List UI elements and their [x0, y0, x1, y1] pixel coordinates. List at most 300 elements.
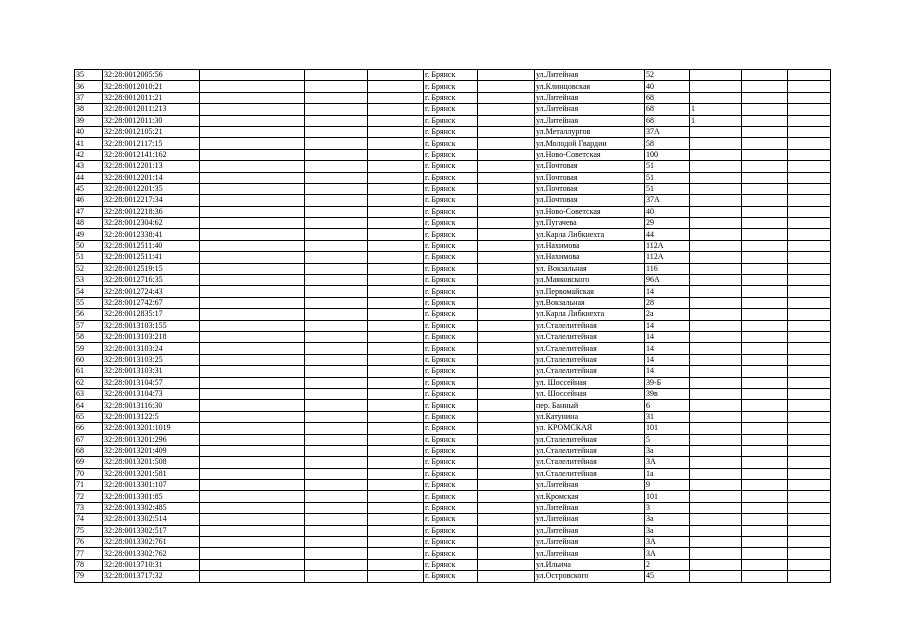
empty-cell — [478, 149, 535, 160]
flag-cell — [690, 218, 742, 229]
empty-cell — [305, 263, 368, 274]
empty-cell — [305, 366, 368, 377]
empty-cell — [368, 388, 424, 399]
empty-cell — [478, 115, 535, 126]
empty-cell — [788, 400, 831, 411]
row-number-cell: 49 — [75, 229, 103, 240]
empty-cell — [742, 559, 788, 570]
row-number-cell: 73 — [75, 502, 103, 513]
row-number-cell: 67 — [75, 434, 103, 445]
empty-cell — [200, 229, 305, 240]
cadastral-number-cell: 32:28:0013302:517 — [103, 525, 200, 536]
empty-cell — [200, 149, 305, 160]
city-cell: г. Брянск — [424, 571, 478, 582]
empty-cell — [478, 309, 535, 320]
empty-cell — [368, 126, 424, 137]
flag-cell — [690, 366, 742, 377]
empty-cell — [478, 366, 535, 377]
row-number-cell: 62 — [75, 377, 103, 388]
empty-cell — [478, 286, 535, 297]
empty-cell — [742, 240, 788, 251]
house-number-cell: 28 — [645, 297, 690, 308]
street-cell: ул.Литейная — [535, 70, 645, 81]
cadastral-number-cell: 32:28:0012519:15 — [103, 263, 200, 274]
street-cell: пер. Банный — [535, 400, 645, 411]
empty-cell — [742, 400, 788, 411]
table-row — [75, 252, 831, 263]
street-cell: ул.Литейная — [535, 115, 645, 126]
city-cell: г. Брянск — [424, 206, 478, 217]
empty-cell — [742, 195, 788, 206]
house-number-cell: 40 — [645, 81, 690, 92]
house-number-cell: 96А — [645, 275, 690, 286]
flag-cell — [690, 206, 742, 217]
empty-cell — [200, 70, 305, 81]
empty-cell — [742, 354, 788, 365]
empty-cell — [305, 183, 368, 194]
flag-cell — [690, 377, 742, 388]
empty-cell — [200, 445, 305, 456]
table-body — [75, 70, 831, 583]
house-number-cell: 68 — [645, 92, 690, 103]
empty-cell — [478, 445, 535, 456]
row-number-cell: 60 — [75, 354, 103, 365]
cadastral-number-cell: 32:28:0012105:21 — [103, 126, 200, 137]
empty-cell — [742, 434, 788, 445]
empty-cell — [788, 491, 831, 502]
empty-cell — [742, 92, 788, 103]
flag-cell — [690, 81, 742, 92]
flag-cell — [690, 92, 742, 103]
empty-cell — [788, 423, 831, 434]
row-number-cell: 47 — [75, 206, 103, 217]
empty-cell — [305, 445, 368, 456]
empty-cell — [742, 70, 788, 81]
house-number-cell: 52 — [645, 70, 690, 81]
street-cell: ул.Островского — [535, 571, 645, 582]
house-number-cell: 14 — [645, 354, 690, 365]
empty-cell — [200, 331, 305, 342]
empty-cell — [788, 388, 831, 399]
empty-cell — [742, 263, 788, 274]
empty-cell — [788, 161, 831, 172]
row-number-cell: 59 — [75, 343, 103, 354]
empty-cell — [200, 571, 305, 582]
empty-cell — [788, 343, 831, 354]
empty-cell — [368, 457, 424, 468]
cadastral-number-cell: 32:28:0012005:56 — [103, 70, 200, 81]
empty-cell — [200, 92, 305, 103]
street-cell: ул.Молодой Гвардии — [535, 138, 645, 149]
empty-cell — [305, 218, 368, 229]
empty-cell — [742, 388, 788, 399]
empty-cell — [788, 502, 831, 513]
cadastral-number-cell: 32:28:0012201:13 — [103, 161, 200, 172]
row-number-cell: 54 — [75, 286, 103, 297]
row-number-cell: 70 — [75, 468, 103, 479]
city-cell: г. Брянск — [424, 366, 478, 377]
flag-cell — [690, 525, 742, 536]
house-number-cell: 2 — [645, 559, 690, 570]
street-cell: ул.Литейная — [535, 502, 645, 513]
street-cell: ул.Литейная — [535, 514, 645, 525]
empty-cell — [200, 297, 305, 308]
empty-cell — [742, 480, 788, 491]
flag-cell — [690, 480, 742, 491]
empty-cell — [200, 548, 305, 559]
house-number-cell: 31 — [645, 411, 690, 422]
cadastral-number-cell: 32:28:0012724:43 — [103, 286, 200, 297]
empty-cell — [368, 115, 424, 126]
empty-cell — [200, 195, 305, 206]
house-number-cell: 51 — [645, 161, 690, 172]
house-number-cell: 3а — [645, 525, 690, 536]
table-row — [75, 457, 831, 468]
empty-cell — [305, 195, 368, 206]
empty-cell — [478, 104, 535, 115]
empty-cell — [742, 297, 788, 308]
house-number-cell: 112А — [645, 240, 690, 251]
table-row — [75, 400, 831, 411]
table-row — [75, 320, 831, 331]
empty-cell — [305, 525, 368, 536]
flag-cell — [690, 263, 742, 274]
empty-cell — [742, 286, 788, 297]
empty-cell — [368, 525, 424, 536]
house-number-cell: 3 — [645, 502, 690, 513]
row-number-cell: 56 — [75, 309, 103, 320]
empty-cell — [788, 252, 831, 263]
street-cell: ул.Карла Либкнехта — [535, 229, 645, 240]
empty-cell — [368, 400, 424, 411]
flag-cell — [690, 172, 742, 183]
street-cell: ул.Сталелитейная — [535, 445, 645, 456]
flag-cell — [690, 548, 742, 559]
cadastral-number-cell: 32:28:0012141:162 — [103, 149, 200, 160]
city-cell: г. Брянск — [424, 126, 478, 137]
cadastral-number-cell: 32:28:0012511:41 — [103, 252, 200, 263]
cadastral-number-cell: 32:28:0013103:25 — [103, 354, 200, 365]
empty-cell — [368, 206, 424, 217]
table-row — [75, 240, 831, 251]
flag-cell — [690, 491, 742, 502]
empty-cell — [478, 275, 535, 286]
row-number-cell: 75 — [75, 525, 103, 536]
empty-cell — [788, 206, 831, 217]
house-number-cell: 14 — [645, 320, 690, 331]
row-number-cell: 55 — [75, 297, 103, 308]
empty-cell — [368, 149, 424, 160]
empty-cell — [478, 559, 535, 570]
empty-cell — [305, 457, 368, 468]
table-row — [75, 559, 831, 570]
empty-cell — [368, 468, 424, 479]
empty-cell — [742, 104, 788, 115]
cadastral-number-cell: 32:28:0012011:21 — [103, 92, 200, 103]
empty-cell — [478, 331, 535, 342]
flag-cell — [690, 331, 742, 342]
cadastral-number-cell: 32:28:0013302:514 — [103, 514, 200, 525]
street-cell: ул.Клинцовская — [535, 81, 645, 92]
empty-cell — [788, 411, 831, 422]
empty-cell — [305, 115, 368, 126]
cadastral-number-cell: 32:28:0012217:34 — [103, 195, 200, 206]
city-cell: г. Брянск — [424, 548, 478, 559]
empty-cell — [368, 354, 424, 365]
table-row — [75, 218, 831, 229]
cadastral-number-cell: 32:28:0012201:14 — [103, 172, 200, 183]
city-cell: г. Брянск — [424, 468, 478, 479]
table-row — [75, 571, 831, 582]
empty-cell — [478, 343, 535, 354]
empty-cell — [305, 411, 368, 422]
cadastral-number-cell: 32:28:0013302:761 — [103, 537, 200, 548]
city-cell: г. Брянск — [424, 263, 478, 274]
table-row — [75, 297, 831, 308]
table-row — [75, 81, 831, 92]
flag-cell — [690, 388, 742, 399]
registry-table — [74, 69, 831, 583]
empty-cell — [478, 388, 535, 399]
empty-cell — [305, 480, 368, 491]
empty-cell — [368, 537, 424, 548]
empty-cell — [368, 320, 424, 331]
flag-cell — [690, 559, 742, 570]
flag-cell: 1 — [690, 104, 742, 115]
empty-cell — [368, 411, 424, 422]
street-cell: ул.Ново-Советская — [535, 149, 645, 160]
row-number-cell: 46 — [75, 195, 103, 206]
empty-cell — [742, 126, 788, 137]
table-row — [75, 183, 831, 194]
empty-cell — [788, 537, 831, 548]
house-number-cell: 39-Б — [645, 377, 690, 388]
street-cell: ул.Литейная — [535, 525, 645, 536]
empty-cell — [788, 92, 831, 103]
empty-cell — [742, 537, 788, 548]
house-number-cell: 51 — [645, 172, 690, 183]
empty-cell — [200, 206, 305, 217]
table-row — [75, 491, 831, 502]
flag-cell — [690, 343, 742, 354]
empty-cell — [788, 115, 831, 126]
row-number-cell: 77 — [75, 548, 103, 559]
row-number-cell: 71 — [75, 480, 103, 491]
street-cell: ул.Катунина — [535, 411, 645, 422]
empty-cell — [742, 275, 788, 286]
empty-cell — [788, 480, 831, 491]
city-cell: г. Брянск — [424, 195, 478, 206]
empty-cell — [742, 548, 788, 559]
city-cell: г. Брянск — [424, 172, 478, 183]
city-cell: г. Брянск — [424, 320, 478, 331]
empty-cell — [368, 514, 424, 525]
city-cell: г. Брянск — [424, 138, 478, 149]
row-number-cell: 40 — [75, 126, 103, 137]
street-cell: ул.Первомайская — [535, 286, 645, 297]
cadastral-number-cell: 32:28:0013122:5 — [103, 411, 200, 422]
empty-cell — [742, 115, 788, 126]
empty-cell — [368, 252, 424, 263]
house-number-cell: 68 — [645, 115, 690, 126]
empty-cell — [788, 172, 831, 183]
empty-cell — [200, 457, 305, 468]
cadastral-number-cell: 32:28:0013116:30 — [103, 400, 200, 411]
row-number-cell: 45 — [75, 183, 103, 194]
empty-cell — [742, 571, 788, 582]
city-cell: г. Брянск — [424, 423, 478, 434]
row-number-cell: 42 — [75, 149, 103, 160]
street-cell: ул.Литейная — [535, 480, 645, 491]
empty-cell — [742, 491, 788, 502]
table-row — [75, 70, 831, 81]
empty-cell — [305, 161, 368, 172]
flag-cell — [690, 457, 742, 468]
empty-cell — [788, 354, 831, 365]
table-row — [75, 161, 831, 172]
table-row — [75, 434, 831, 445]
flag-cell — [690, 149, 742, 160]
empty-cell — [788, 377, 831, 388]
empty-cell — [742, 445, 788, 456]
empty-cell — [742, 377, 788, 388]
empty-cell — [200, 172, 305, 183]
row-number-cell: 53 — [75, 275, 103, 286]
street-cell: ул.Литейная — [535, 92, 645, 103]
street-cell: ул.Кромская — [535, 491, 645, 502]
empty-cell — [368, 480, 424, 491]
street-cell: ул.Сталелитейная — [535, 354, 645, 365]
empty-cell — [368, 240, 424, 251]
empty-cell — [368, 92, 424, 103]
street-cell: ул.Сталелитейная — [535, 331, 645, 342]
empty-cell — [305, 514, 368, 525]
cadastral-number-cell: 32:28:0013201:409 — [103, 445, 200, 456]
row-number-cell: 63 — [75, 388, 103, 399]
table-row — [75, 104, 831, 115]
cadastral-number-cell: 32:28:0013104:57 — [103, 377, 200, 388]
empty-cell — [368, 275, 424, 286]
empty-cell — [368, 331, 424, 342]
empty-cell — [478, 525, 535, 536]
empty-cell — [200, 81, 305, 92]
table-row — [75, 480, 831, 491]
empty-cell — [200, 400, 305, 411]
empty-cell — [200, 502, 305, 513]
empty-cell — [788, 468, 831, 479]
table-row — [75, 548, 831, 559]
city-cell: г. Брянск — [424, 92, 478, 103]
house-number-cell: 39в — [645, 388, 690, 399]
empty-cell — [478, 468, 535, 479]
empty-cell — [478, 218, 535, 229]
row-number-cell: 61 — [75, 366, 103, 377]
empty-cell — [368, 138, 424, 149]
street-cell: ул. Шоссейная — [535, 377, 645, 388]
empty-cell — [368, 263, 424, 274]
empty-cell — [200, 320, 305, 331]
street-cell: ул.Сталелитейная — [535, 468, 645, 479]
empty-cell — [200, 252, 305, 263]
street-cell: ул. Вокзальная — [535, 263, 645, 274]
empty-cell — [305, 104, 368, 115]
house-number-cell: 14 — [645, 366, 690, 377]
city-cell: г. Брянск — [424, 400, 478, 411]
street-cell: ул.Сталелитейная — [535, 343, 645, 354]
house-number-cell: 101 — [645, 423, 690, 434]
table-row — [75, 354, 831, 365]
empty-cell — [742, 229, 788, 240]
table-row — [75, 149, 831, 160]
empty-cell — [200, 480, 305, 491]
house-number-cell: 37А — [645, 126, 690, 137]
row-number-cell: 79 — [75, 571, 103, 582]
flag-cell — [690, 411, 742, 422]
empty-cell — [200, 525, 305, 536]
street-cell: ул.Литейная — [535, 548, 645, 559]
row-number-cell: 58 — [75, 331, 103, 342]
empty-cell — [478, 172, 535, 183]
row-number-cell: 38 — [75, 104, 103, 115]
flag-cell — [690, 183, 742, 194]
flag-cell — [690, 252, 742, 263]
cadastral-number-cell: 32:28:0013301:85 — [103, 491, 200, 502]
empty-cell — [368, 309, 424, 320]
cadastral-number-cell: 32:28:0012011:30 — [103, 115, 200, 126]
row-number-cell: 69 — [75, 457, 103, 468]
empty-cell — [305, 537, 368, 548]
table-row — [75, 377, 831, 388]
city-cell: г. Брянск — [424, 559, 478, 570]
empty-cell — [742, 218, 788, 229]
city-cell: г. Брянск — [424, 252, 478, 263]
empty-cell — [368, 491, 424, 502]
flag-cell — [690, 571, 742, 582]
table-row — [75, 537, 831, 548]
table-row — [75, 468, 831, 479]
empty-cell — [478, 70, 535, 81]
table-row — [75, 423, 831, 434]
empty-cell — [478, 252, 535, 263]
empty-cell — [742, 343, 788, 354]
cadastral-number-cell: 32:28:0012010:21 — [103, 81, 200, 92]
row-number-cell: 35 — [75, 70, 103, 81]
flag-cell — [690, 445, 742, 456]
empty-cell — [742, 457, 788, 468]
cadastral-number-cell: 32:28:0013201:508 — [103, 457, 200, 468]
empty-cell — [305, 400, 368, 411]
empty-cell — [478, 571, 535, 582]
street-cell: ул.Нахимова — [535, 240, 645, 251]
street-cell: ул.Ильича — [535, 559, 645, 570]
cadastral-number-cell: 32:28:0013103:31 — [103, 366, 200, 377]
row-number-cell: 74 — [75, 514, 103, 525]
city-cell: г. Брянск — [424, 377, 478, 388]
cadastral-number-cell: 32:28:0013301:107 — [103, 480, 200, 491]
empty-cell — [305, 309, 368, 320]
empty-cell — [478, 491, 535, 502]
empty-cell — [742, 149, 788, 160]
row-number-cell: 48 — [75, 218, 103, 229]
city-cell: г. Брянск — [424, 491, 478, 502]
empty-cell — [788, 457, 831, 468]
cadastral-number-cell: 32:28:0012201:35 — [103, 183, 200, 194]
city-cell: г. Брянск — [424, 514, 478, 525]
empty-cell — [305, 252, 368, 263]
house-number-cell: 14 — [645, 343, 690, 354]
empty-cell — [742, 172, 788, 183]
empty-cell — [478, 400, 535, 411]
